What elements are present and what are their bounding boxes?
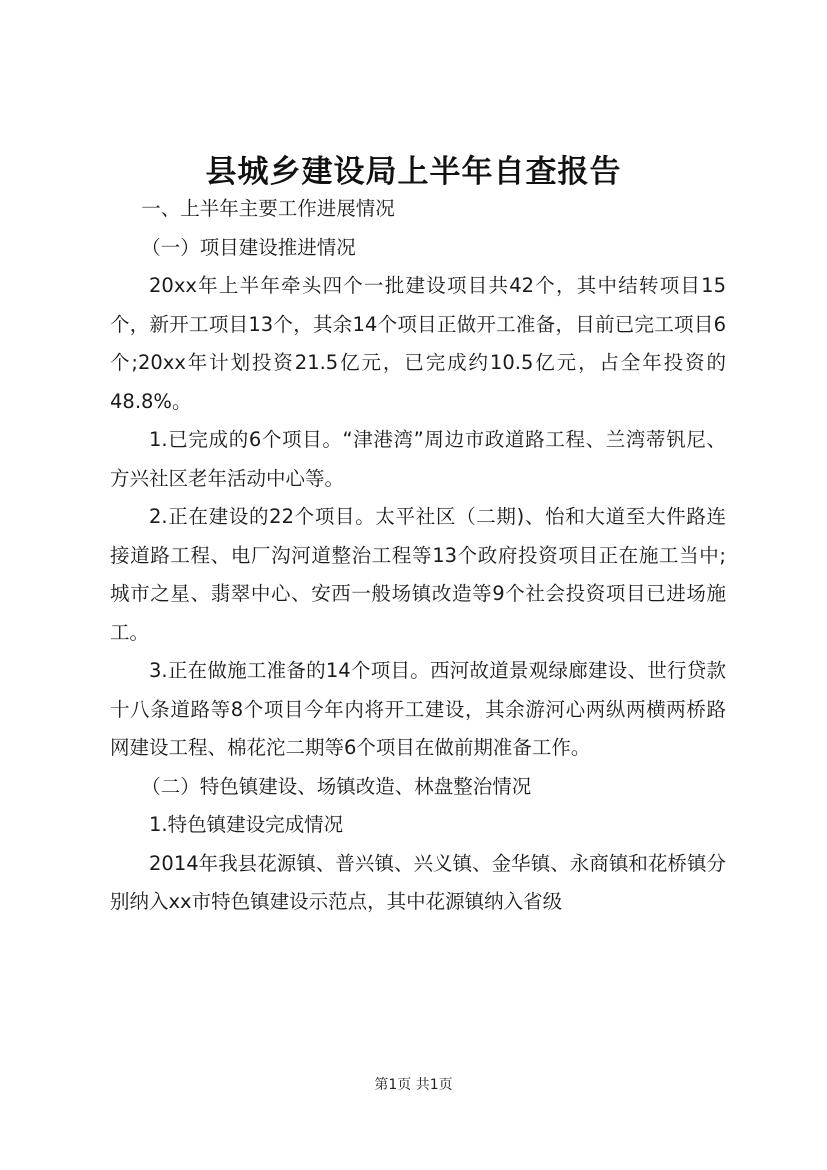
paragraph: 2014年我县花源镇、普兴镇、兴义镇、金华镇、永商镇和花桥镇分别纳入xx市特色镇建设示范点，其中花源镇纳入省级 (110, 851, 726, 913)
paragraph: 20xx年上半年牵头四个一批建设项目共42个，其中结转项目15个，新开工项目13个，其余14个项目正做开工准备，目前已完工项目6个;20xx年计划投资21.5亿元，已完成约10.5亿元，占全年投资的48.8%。 (110, 274, 726, 413)
paragraph: 3.正在做施工准备的14个项目。西河故道景观绿廊建设、世行贷款十八条道路等8个项目今年内将开工建设，其余游河心两纵两横两桥路网建设工程、棉花沱二期等6个项目在做前期准备工作。 (110, 659, 726, 759)
section-heading: 一、上半年主要工作进展情况 (141, 197, 395, 220)
paragraph: 1.已完成的6个项目。“津港湾”周边市政道路工程、兰湾蒂钒尼、方兴社区老年活动中心等。 (110, 428, 726, 490)
page-footer: 第1页 共1页 (374, 1077, 453, 1093)
paragraph: 1.特色镇建设完成情况 (149, 813, 344, 836)
subsection-heading: （二）特色镇建设、场镇改造、林盘整治情况 (141, 774, 532, 798)
paragraph: 2.正在建设的22个项目。太平社区（二期)、怡和大道至大件路连接道路工程、电厂沟河道整治工程等13个政府投资项目正在施工当中;城市之星、翡翠中心、安西一般场镇改造等9个社会投资项目已进场施工。 (110, 505, 726, 644)
document-title: 县城乡建设局上半年自查报告 (205, 154, 622, 190)
document-body (110, 190, 726, 922)
subsection-heading: （一）项目建设推进情况 (141, 235, 356, 259)
